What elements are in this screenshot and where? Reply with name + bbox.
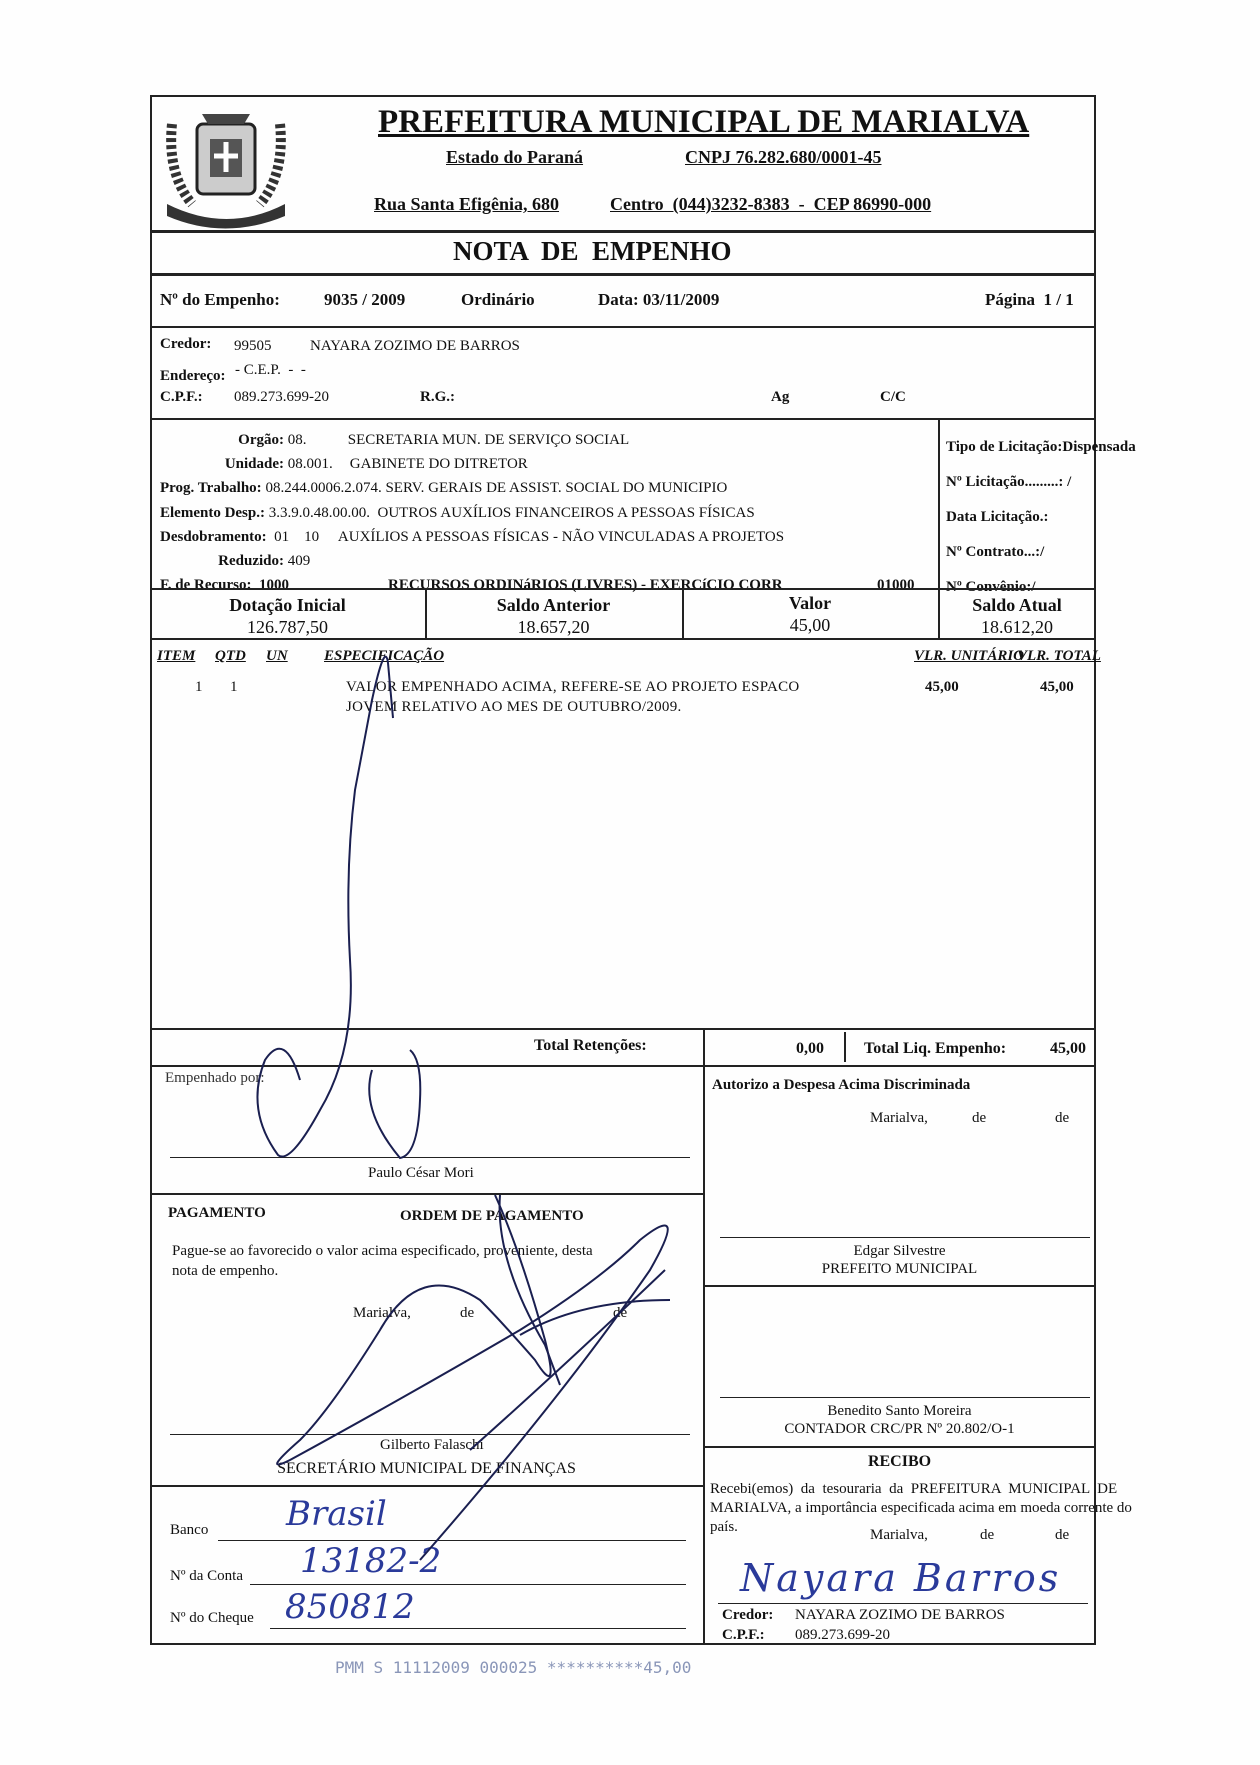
col-especificacao: ESPECIFICAÇÃO bbox=[324, 648, 445, 664]
conta-value: 13182-2 bbox=[300, 1541, 442, 1581]
endereco-value: - C.E.P. - - bbox=[235, 362, 306, 378]
banco-label: Banco bbox=[170, 1522, 209, 1538]
saldo-atual-label: Saldo Atual bbox=[972, 595, 1062, 615]
cpf-label: C.P.F.: bbox=[160, 389, 203, 405]
col-un: UN bbox=[266, 648, 288, 664]
pagamento-text-line2: nota de empenho. bbox=[172, 1263, 279, 1279]
pagamento-label: PAGAMENTO bbox=[168, 1205, 266, 1221]
recibo-credor-name: NAYARA ZOZIMO DE BARROS bbox=[795, 1607, 1005, 1623]
recibo-cpf-value: 089.273.699-20 bbox=[795, 1627, 890, 1643]
rg-label: R.G.: bbox=[420, 389, 455, 405]
total-retencoes-value: 0,00 bbox=[796, 1040, 824, 1057]
valor-label: Valor bbox=[788, 593, 832, 613]
desd-b: 10 bbox=[304, 528, 320, 545]
col-item: ITEM bbox=[157, 648, 196, 664]
prog-name: SERV. GERAIS DE ASSIST. SOCIAL DO MUNICIPIO bbox=[385, 480, 728, 497]
prog-label: Prog. Trabalho: bbox=[160, 480, 262, 497]
empenho-date: Data: 03/11/2009 bbox=[598, 290, 720, 309]
credor-name: NAYARA ZOZIMO DE BARROS bbox=[310, 338, 520, 354]
ordem-pagamento-label: ORDEM DE PAGAMENTO bbox=[400, 1208, 584, 1224]
pagamento-signer-name: Gilberto Falaschi bbox=[380, 1437, 484, 1453]
header-title: PREFEITURA MUNICIPAL DE MARIALVA bbox=[378, 104, 1030, 140]
header-address: Rua Santa Efigênia, 680 bbox=[374, 194, 560, 214]
cheque-value: 850812 bbox=[285, 1587, 415, 1627]
recibo-text-line2: MARIALVA, a importância especificada acima em moeda corrente do bbox=[710, 1500, 1132, 1516]
reduzido-value: 409 bbox=[287, 553, 311, 570]
unidade-name: GABINETE DO DITRETOR bbox=[349, 456, 528, 473]
cc-label: C/C bbox=[880, 389, 906, 405]
autorizo-place: Marialva, bbox=[870, 1110, 928, 1126]
coat-of-arms-logo bbox=[162, 104, 292, 229]
recibo-place: Marialva, bbox=[870, 1527, 928, 1543]
cheque-label: Nº do Cheque bbox=[170, 1610, 254, 1626]
pagamento-text-line1: Pague-se ao favorecido o valor acima especificado, proveniente, desta bbox=[172, 1243, 593, 1259]
elem-name: OUTROS AUXÍLIOS FINANCEIROS A PESSOAS FÍSICAS bbox=[377, 504, 755, 521]
data-licitacao: Data Licitação.: bbox=[946, 509, 1049, 525]
document-title: NOTA DE EMPENHO bbox=[453, 236, 732, 266]
endereco-label: Endereço: bbox=[160, 368, 226, 384]
item-number: 1 bbox=[195, 679, 203, 695]
header-cnpj: CNPJ 76.282.680/0001-45 bbox=[685, 147, 882, 167]
pagamento-place: Marialva, bbox=[353, 1305, 411, 1321]
header-address-rest: Centro (044)3232-8383 - CEP 86990-000 bbox=[610, 194, 932, 214]
orgao-name: SECRETARIA MUN. DE SERVIÇO SOCIAL bbox=[347, 432, 630, 448]
cpf-value: 089.273.699-20 bbox=[234, 389, 329, 405]
item-qtd: 1 bbox=[230, 679, 238, 695]
saldo-anterior-value: 18.657,20 bbox=[517, 617, 590, 637]
desd-label: Desdobramento: bbox=[160, 528, 267, 545]
pagamento-signer-role: SECRETÁRIO MUNICIPAL DE FINANÇAS bbox=[277, 1460, 576, 1477]
fonte-label: F. de Recurso: bbox=[160, 577, 252, 594]
recibo-cpf-label: C.P.F.: bbox=[722, 1627, 765, 1643]
contador-role: CONTADOR CRC/PR Nº 20.802/O-1 bbox=[784, 1421, 1015, 1437]
licitacao-block bbox=[946, 430, 1136, 605]
conta-label: Nº da Conta bbox=[170, 1568, 243, 1584]
total-liq-label: Total Liq. Empenho: bbox=[864, 1040, 1007, 1057]
unidade-label: Unidade: bbox=[224, 456, 284, 473]
recibo-title: RECIBO bbox=[867, 1453, 932, 1470]
dotacao-inicial-label: Dotação Inicial bbox=[229, 595, 346, 615]
item-total-value: 45,00 bbox=[1040, 679, 1074, 695]
pagamento-de1: de bbox=[460, 1305, 475, 1321]
empenhado-por-name: Paulo César Mori bbox=[368, 1165, 474, 1181]
contador-name: Benedito Santo Moreira bbox=[827, 1403, 972, 1419]
desd-name: AUXÍLIOS A PESSOAS FÍSICAS - NÃO VINCULADAS A PROJETOS bbox=[337, 528, 785, 545]
item-spec-line2: JOVEM RELATIVO AO MES DE OUTUBRO/2009. bbox=[346, 699, 682, 715]
recibo-text-line1: Recebi(emos) da tesouraria da PREFEITURA MUNICIPAL DE bbox=[710, 1481, 1118, 1497]
empenhado-por-label: Empenhado por: bbox=[165, 1070, 265, 1086]
numero-licitacao: Nº Licitação.........: / bbox=[946, 474, 1072, 490]
autorizo-label: Autorizo a Despesa Acima Discriminada bbox=[712, 1077, 971, 1093]
dotacao-block bbox=[160, 428, 915, 597]
ag-label: Ag bbox=[771, 389, 790, 405]
tipo-licitacao: Tipo de Licitação:Dispensada bbox=[946, 439, 1136, 455]
total-retencoes-label: Total Retenções: bbox=[534, 1037, 647, 1054]
saldo-atual-value: 18.612,20 bbox=[981, 617, 1053, 637]
unidade-code: 08.001. bbox=[287, 456, 333, 473]
empenho-number: 9035 / 2009 bbox=[324, 290, 406, 309]
prefeito-role: PREFEITO MUNICIPAL bbox=[821, 1261, 978, 1277]
valor-value: 45,00 bbox=[789, 615, 831, 635]
col-qtd: QTD bbox=[215, 648, 246, 664]
empenho-label: Nº do Empenho: bbox=[160, 290, 280, 309]
recibo-credor-label: Credor: bbox=[722, 1607, 774, 1623]
page-number: Página 1 / 1 bbox=[985, 290, 1074, 309]
numero-convenio: Nº Convênio:/ bbox=[946, 579, 1036, 595]
fonte-name: RECURSOS ORDINáRIOS (LIVRES) - EXERCíCIO CORR bbox=[388, 577, 783, 594]
recibo-de1: de bbox=[980, 1527, 995, 1543]
total-liq-value: 45,00 bbox=[1050, 1040, 1086, 1057]
payment-stamp: PMM S 11112009 000025 **********45,00 bbox=[335, 1658, 692, 1677]
credor-code: 99505 bbox=[234, 338, 272, 354]
recibo-text-line3: país. bbox=[710, 1519, 738, 1535]
credor-signature: Nayara Barros bbox=[740, 1556, 1062, 1600]
prefeito-name: Edgar Silvestre bbox=[853, 1243, 946, 1259]
elem-code: 3.3.9.0.48.00.00. bbox=[268, 504, 370, 521]
recibo-de2: de bbox=[1055, 1527, 1070, 1543]
banco-value: Brasil bbox=[286, 1494, 387, 1534]
header-state: Estado do Paraná bbox=[446, 147, 584, 167]
autorizo-de1: de bbox=[972, 1110, 987, 1126]
autorizo-de2: de bbox=[1055, 1110, 1070, 1126]
item-unit-value: 45,00 bbox=[925, 679, 959, 695]
orgao-label: Orgão: bbox=[238, 432, 284, 448]
elem-label: Elemento Desp.: bbox=[160, 504, 265, 521]
fonte-code: 1000 bbox=[259, 577, 290, 594]
desd-a: 01 bbox=[274, 528, 290, 545]
dotacao-inicial-value: 126.787,50 bbox=[247, 617, 328, 637]
numero-contrato: Nº Contrato...:/ bbox=[946, 544, 1045, 560]
item-spec-line1: VALOR EMPENHADO ACIMA, REFERE-SE AO PROJETO ESPACO bbox=[346, 679, 800, 695]
pagamento-de2: de bbox=[613, 1305, 628, 1321]
col-vlr-unitario: VLR. UNITÁRIO bbox=[914, 648, 1025, 664]
orgao-code: 08. bbox=[287, 432, 307, 448]
empenho-type: Ordinário bbox=[461, 290, 535, 309]
saldo-anterior-label: Saldo Anterior bbox=[496, 595, 611, 615]
credor-label: Credor: bbox=[160, 336, 212, 352]
prog-code: 08.244.0006.2.074. bbox=[265, 480, 382, 497]
fonte-number: 01000 bbox=[877, 577, 915, 594]
col-vlr-total: VLR. TOTAL bbox=[1017, 648, 1101, 664]
reduzido-label: Reduzido: bbox=[218, 553, 284, 570]
